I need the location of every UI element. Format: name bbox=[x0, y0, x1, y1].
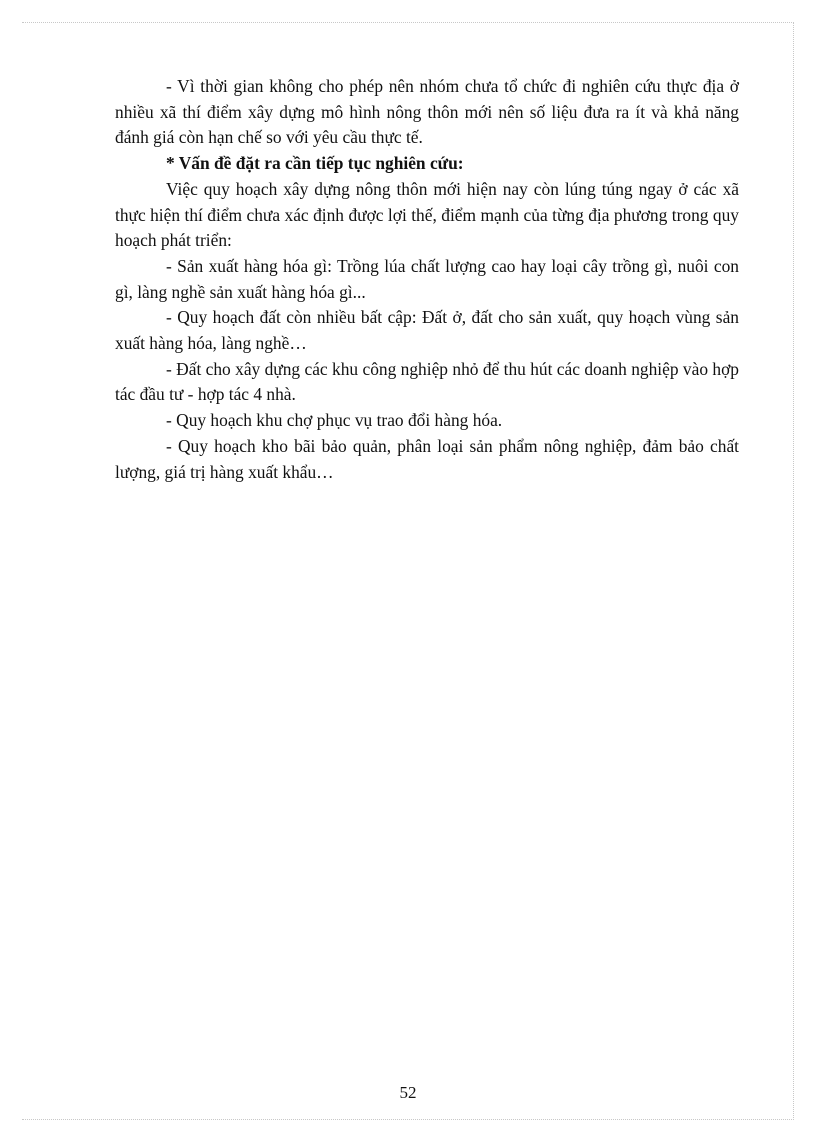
list-item-warehouse-planning: - Quy hoạch kho bãi bảo quản, phân loại sản phẩm nông nghiệp, đảm bảo chất lượng, giá trị hàng xuất khẩu… bbox=[115, 435, 739, 482]
list-item-land-planning: - Quy hoạch đất còn nhiều bất cập: Đất ở, đất cho sản xuất, quy hoạch vùng sản xuất hàng hóa, làng nghề… bbox=[115, 307, 739, 354]
page-number: 52 bbox=[399, 1083, 417, 1102]
paragraph-planning-intro: Việc quy hoạch xây dựng nông thôn mới hiện nay còn lúng túng ngay ở các xã thực hiện thí điểm chưa xác định được lợi thế, điểm mạnh của từng địa phương trong quy hoạch phát triển: bbox=[115, 178, 739, 251]
section-heading-further-research: * Vấn đề đặt ra cần tiếp tục nghiên cứu: bbox=[166, 153, 464, 174]
document-body bbox=[115, 74, 739, 485]
list-item-goods-production: - Sản xuất hàng hóa gì: Trồng lúa chất lượng cao hay loại cây trồng gì, nuôi con gì, làng nghề sản xuất hàng hóa gì... bbox=[115, 255, 739, 302]
list-item-industrial-land: - Đất cho xây dựng các khu công nghiệp nhỏ để thu hút các doanh nghiệp vào hợp tác đầu tư - hợp tác 4 nhà. bbox=[115, 358, 739, 405]
list-item-market-planning: - Quy hoạch khu chợ phục vụ trao đổi hàng hóa. bbox=[166, 410, 503, 431]
paragraph-time-limitation: - Vì thời gian không cho phép nên nhóm chưa tổ chức đi nghiên cứu thực địa ở nhiều xã thí điểm xây dựng mô hình nông thôn mới nên số liệu đưa ra ít và khả năng đánh giá còn hạn chế so với yêu cầu thực tế. bbox=[115, 76, 739, 148]
